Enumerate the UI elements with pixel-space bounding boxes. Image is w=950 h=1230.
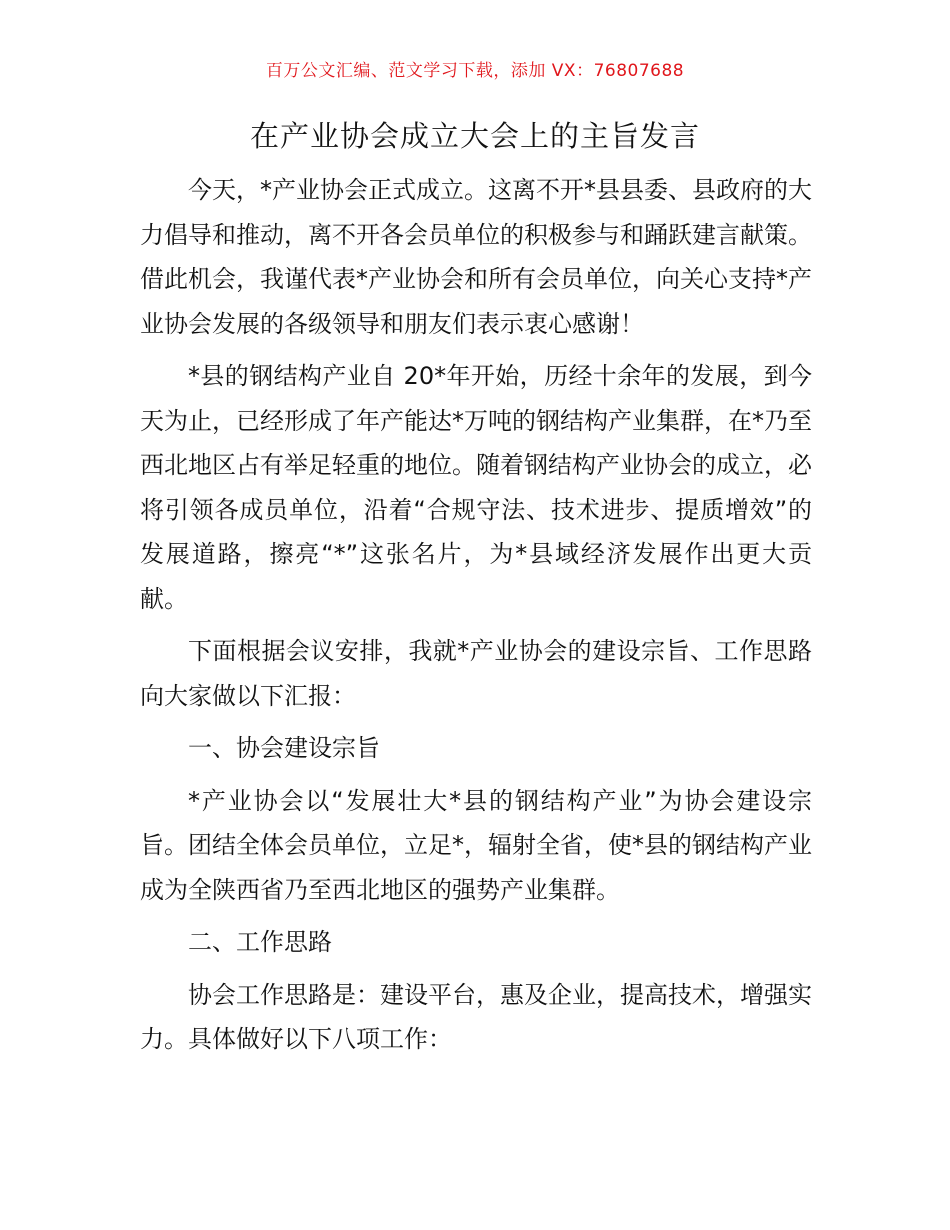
paragraph-industry-history: *县的钢结构产业自 20*年开始，历经十余年的发展，到今天为止，已经形成了年产能达*万吨的钢结构产业集群，在*乃至西北地区占有举足轻重的地位。随着钢结构产业协会的成立，必将引领各成员单位，沿着“合规守法、技术进步、提质增效”的发展道路，擦亮“*”这张名片，为*县域经济发展作出更大贡献。 bbox=[140, 362, 812, 613]
section-heading-purpose: 一、协会建设宗旨 bbox=[188, 734, 380, 762]
paragraph-purpose: *产业协会以“发展壮大*县的钢结构产业”为协会建设宗旨。团结全体会员单位，立足*，辐射全省，使*县的钢结构产业成为全陕西省乃至西北地区的强势产业集群。 bbox=[140, 786, 812, 904]
promo-banner: 百万公文汇编、范文学习下载，添加 VX：76807688 bbox=[265, 61, 685, 81]
paragraph-intro: 今天，*产业协会正式成立。这离不开*县县委、县政府的大力倡导和推动，离不开各会员单位的积极参与和踊跃建言献策。借此机会，我谨代表*产业协会和所有会员单位，向关心支持*产业协会发展的各级领导和朋友们表示衷心感谢！ bbox=[140, 176, 812, 338]
document-body bbox=[140, 168, 812, 1070]
paragraph-approach: 协会工作思路是：建设平台，惠及企业，提高技术，增强实力。具体做好以下八项工作： bbox=[140, 980, 812, 1053]
paragraph-report-intro: 下面根据会议安排，我就*产业协会的建设宗旨、工作思路向大家做以下汇报： bbox=[140, 637, 812, 710]
page-title: 在产业协会成立大会上的主旨发言 bbox=[249, 119, 700, 153]
section-heading-approach: 二、工作思路 bbox=[188, 928, 332, 956]
